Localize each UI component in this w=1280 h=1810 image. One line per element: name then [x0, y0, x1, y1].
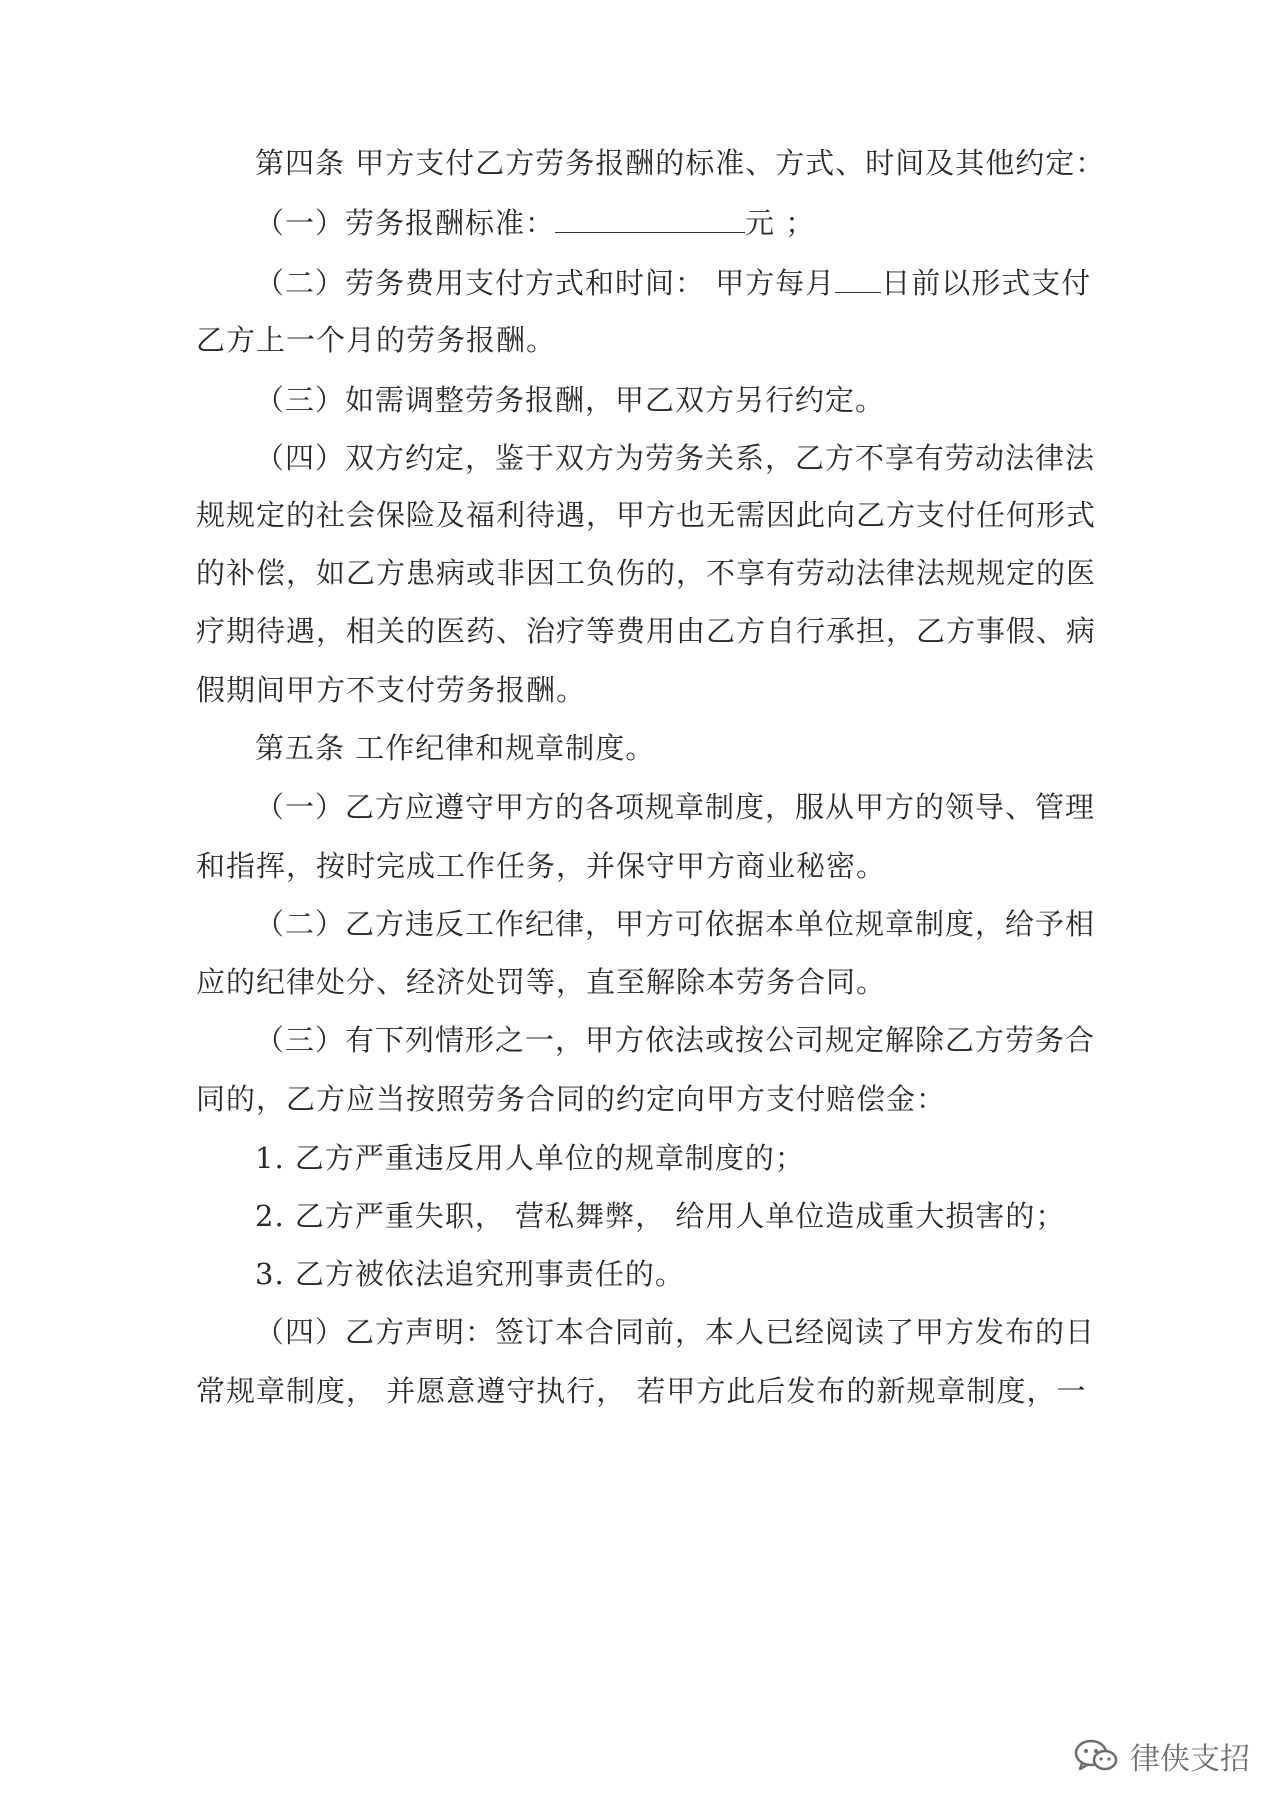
article-5-item-2-line-2: 应的纪律处分、经济处罚等，直至解除本劳务合同。	[196, 965, 887, 999]
list-item-3: 3. 乙方被依法追究刑事责任的。	[255, 1257, 685, 1291]
article-5-item-4-line-1: （四）乙方声明：签订本合同前，本人已经阅读了甲方发布的日	[255, 1315, 1096, 1349]
article-4-item-4-line-4: 疗期待遇，相关的医药、治疗等费用由乙方自行承担，乙方事假、病	[196, 614, 1097, 648]
article-5-item-4-line-2: 常规章制度， 并愿意遵守执行， 若甲方此后发布的新规章制度，一	[196, 1374, 1087, 1408]
article-4-item-2-suffix: 日前以形式支付	[881, 266, 1092, 300]
article-5-item-3-line-2: 同的，乙方应当按照劳务合同的约定向甲方支付赔偿金：	[196, 1082, 947, 1116]
article-5-title: 第五条 工作纪律和规章制度。	[255, 731, 656, 765]
article-4-title: 第四条 甲方支付乙方劳务报酬的标准、方式、时间及其他约定：	[255, 146, 1106, 180]
article-4-item-4-line-1: （四）双方约定，鉴于双方为劳务关系，乙方不享有劳动法律法	[255, 441, 1096, 475]
watermark	[1074, 1734, 1250, 1778]
article-4-item-2-prefix: （二）劳务费用支付方式和时间： 甲方每月	[255, 266, 836, 300]
watermark-text: 律侠支招	[1130, 1742, 1250, 1777]
amount-blank	[555, 206, 745, 233]
article-5-item-2-line-1: （二）乙方违反工作纪律，甲方可依据本单位规章制度，给予相	[255, 907, 1096, 941]
article-4-item-1	[255, 205, 815, 241]
article-4-item-4-line-3: 的补偿，如乙方患病或非因工负伤的，不享有劳动法律法规规定的医	[196, 556, 1097, 590]
article-4-item-4-line-2: 规规定的社会保险及福利待遇，甲方也无需因此向乙方支付任何形式	[196, 498, 1097, 532]
wechat-icon	[1074, 1738, 1118, 1774]
article-4-item-4-line-5: 假期间甲方不支付劳务报酬。	[196, 673, 587, 707]
day-blank	[835, 266, 881, 293]
article-5-item-1-line-2: 和指挥，按时完成工作任务，并保守甲方商业秘密。	[196, 849, 887, 883]
article-5-item-1-line-1: （一）乙方应遵守甲方的各项规章制度，服从甲方的领导、管理	[255, 790, 1096, 824]
article-4-item-1-prefix: （一）劳务报酬标准：	[255, 206, 556, 240]
article-5-item-3-line-1: （三）有下列情形之一，甲方依法或按公司规定解除乙方劳务合	[255, 1023, 1096, 1057]
article-4-item-3: （三）如需调整劳务报酬，甲乙双方另行约定。	[255, 383, 886, 417]
article-4-item-2-line-2: 乙方上一个月的劳务报酬。	[196, 323, 557, 357]
list-item-2: 2. 乙方严重失职， 营私舞弊， 给用人单位造成重大损害的；	[255, 1199, 1066, 1233]
article-4-item-2-line-1	[255, 265, 1091, 301]
list-item-1: 1. 乙方严重违反用人单位的规章制度的；	[255, 1141, 805, 1175]
article-4-item-1-suffix: 元 ；	[745, 206, 816, 240]
